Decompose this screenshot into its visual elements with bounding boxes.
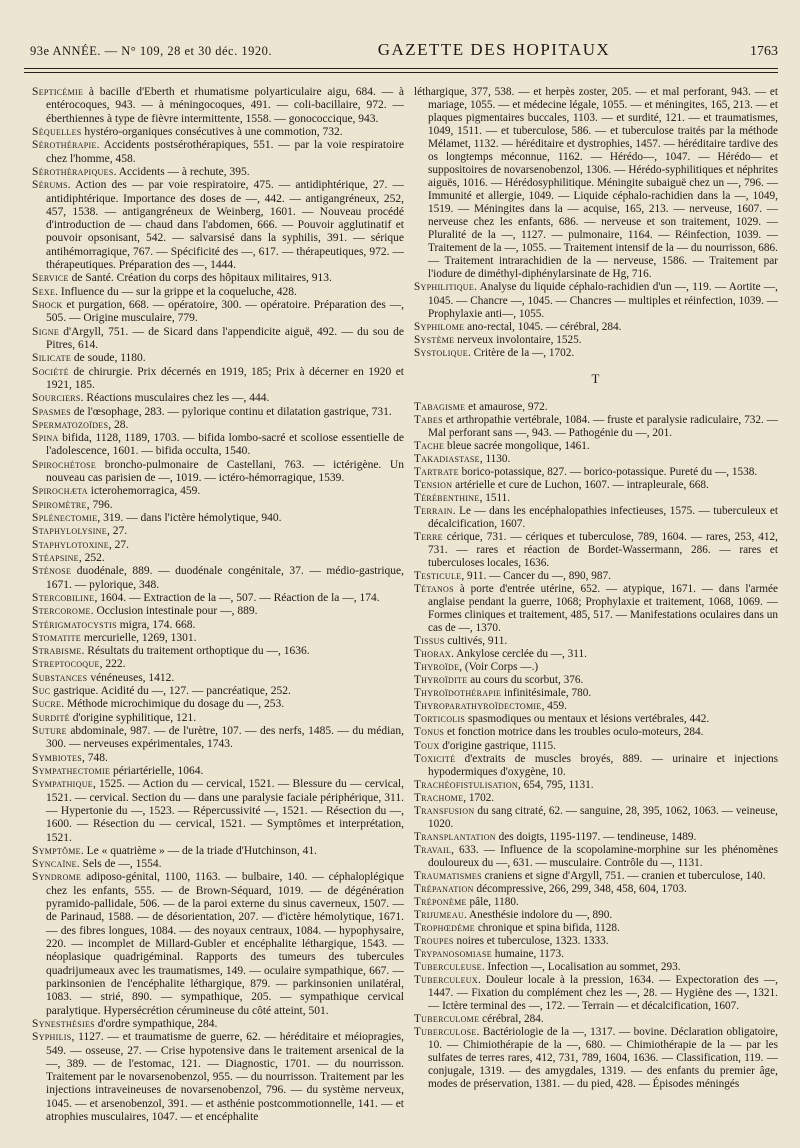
entry-keyword: Trijumeau bbox=[414, 908, 465, 921]
entry-keyword: Substances bbox=[32, 671, 88, 684]
entry-text: de l'œsophage, 283. — pylorique continu et dilatation gastrique, 731. bbox=[70, 405, 392, 418]
entry-keyword: Spasmes bbox=[32, 405, 71, 418]
entry-text: gastrique. Acidité du —, 127. — pancréatique, 252. bbox=[50, 685, 291, 698]
index-entry bbox=[32, 392, 404, 405]
index-entry bbox=[414, 674, 778, 687]
entry-keyword: Toxicité bbox=[414, 752, 456, 765]
entry-keyword: Tache bbox=[414, 439, 445, 452]
entry-text: , 1127. — et traumatisme de guerre, 62. — héréditaire et méiopragies, 549. — osseuse, 27. — Crise hypotensive dans le traitement arsenical de la —, 389. — de l'estomac, 121. — Diagnostic, 1701. — du nourrisson. Traitement par le novarsenobenzol, 955. — du nourrisson. Traitement par les injections intraveineuses de novarsenobenzol, 796. — du système nerveux, 1045. — et arsenobenzol, 391. — et asthénie postcommotionnelle, 141. — et atrophies musculaires, 1047. — et encéphalite bbox=[46, 1031, 404, 1124]
entry-keyword: Syphilis bbox=[32, 1031, 72, 1044]
entry-text: . Analyse du liquide céphalo-rachidien d'un —, 119. — Aortite —, 1045. — Chancre —, 1045. — Chancres — multiples et réinfection, 1039. — Prophylaxie anti—, 1055. bbox=[428, 281, 778, 320]
entry-keyword: Tabes bbox=[414, 413, 443, 426]
entry-text: , 459. bbox=[541, 700, 567, 713]
entry-text: . Occlusion intestinale pour —, 889. bbox=[90, 605, 258, 618]
index-entry bbox=[32, 366, 404, 393]
entry-keyword: Synesthésies bbox=[32, 1017, 95, 1030]
entry-text: broncho-pulmonaire de Castellani, 763. — ictérigène. Un nouveau cas parisien de —, 1019. — ictéro-hémorragique, 1539. bbox=[46, 458, 404, 485]
entry-text: humaine, 1173. bbox=[491, 948, 564, 960]
left-column bbox=[32, 86, 404, 1136]
entry-keyword: Thyroïde bbox=[414, 661, 460, 674]
right-column bbox=[414, 86, 778, 1136]
entry-text: artérielle et cure de Luchon, 1607. — intrapleurale, 668. bbox=[452, 478, 709, 491]
entry-keyword: Suc bbox=[32, 685, 51, 698]
index-entry bbox=[32, 272, 404, 285]
entry-keyword: Symbiotes bbox=[32, 751, 82, 764]
index-entry bbox=[414, 948, 778, 961]
index-entry bbox=[414, 661, 778, 674]
entry-text: bleue sacrée mongolique, 1461. bbox=[444, 439, 590, 452]
entry-keyword: Testicule bbox=[414, 570, 462, 583]
entry-keyword: Séquelles bbox=[32, 125, 82, 138]
index-entry bbox=[414, 583, 778, 635]
entry-keyword: Tension bbox=[414, 478, 453, 491]
index-entry bbox=[414, 1013, 778, 1026]
entry-text: , 796. bbox=[86, 498, 113, 511]
entry-text: , 633. — Influence de la scopolamine-morphine sur les phénomènes douloureux du —, 631. — musculaire. Contrôle du —, 1131. bbox=[428, 843, 778, 869]
entry-keyword: Symptôme bbox=[32, 844, 81, 857]
entry-text: . Méthode microchimique du dosage du —, 253. bbox=[61, 698, 285, 711]
entry-keyword: Sympathique bbox=[32, 778, 93, 791]
entry-text: infinitésimale, 780. bbox=[501, 687, 592, 700]
index-entry bbox=[32, 512, 404, 525]
index-entry bbox=[414, 635, 778, 648]
index-entry bbox=[32, 126, 404, 139]
entry-keyword: Sympathectomie bbox=[32, 764, 111, 777]
entry-text: . Résultats du traitement orthoptique du —, 1636. bbox=[81, 645, 310, 658]
entry-text: icterohemorragica, 459. bbox=[87, 485, 201, 498]
index-entry bbox=[32, 179, 404, 272]
entry-text: . Critère de la —, 1702. bbox=[468, 346, 575, 359]
entry-text: duodénale, 889. — duodénale congénitale, 37. — médio-gastrique, 1671. — pylorique, 348. bbox=[46, 565, 404, 591]
right-column-bottom bbox=[414, 401, 778, 1092]
entry-keyword: Trachome bbox=[414, 791, 464, 804]
entry-text: et amaurose, 972. bbox=[465, 400, 548, 413]
entry-keyword: Terre bbox=[414, 531, 443, 543]
index-entry bbox=[32, 765, 404, 778]
entry-keyword: Sexe bbox=[32, 285, 56, 298]
entry-text: craniens et signe d'Argyll, 751. — cranien et tuberculose, 140. bbox=[481, 869, 766, 882]
entry-text: . Le — dans les encéphalopathies infectieuses, 1575. — tuberculeux et décalcification, 1607. bbox=[428, 504, 778, 530]
entry-keyword: Sérothérapie bbox=[32, 139, 97, 152]
index-entry bbox=[414, 961, 778, 974]
header-rule-thin bbox=[24, 72, 778, 73]
entry-keyword: Systolique bbox=[414, 346, 468, 359]
entry-text: , 222. bbox=[99, 658, 126, 671]
index-entry bbox=[32, 752, 404, 765]
index-entry bbox=[32, 565, 404, 592]
entry-text: mercurielle, 1269, 1301. bbox=[80, 631, 197, 644]
entry-keyword: Thyroïdite bbox=[414, 674, 468, 687]
entry-keyword: Tuberculome bbox=[414, 1013, 480, 1026]
entry-keyword: Shock bbox=[32, 299, 63, 311]
index-entry bbox=[414, 531, 778, 570]
entry-text: . Anesthésie indolore du —, 890. bbox=[464, 908, 613, 921]
entry-text: . Action des — par voie respiratoire, 475. — antidiphtérique, 27. — antidiphtérique. Importance des doses de —, 442. — antigangréneux, 252, 457, 1538. — antigangréneux de Weinberg, 1601. — Nouveau procédé d'introduction de — chaud dans l'abdomen, 666. — Pouvoir agglutinatif et pouvoir opsonisant, 542. — salvarsisé dans la syphilis, 391. — sérique antihémorragique, 767. — Spécificité des —, 617. — thérapeutiques, 972. — thérapeutiques. Préparation des —, 1444. bbox=[46, 179, 404, 272]
index-entry bbox=[414, 779, 778, 792]
entry-text: . Accidents — à rechute, 395. bbox=[113, 165, 250, 178]
entry-keyword: Traumatismes bbox=[414, 869, 482, 882]
entry-text: d'origine syphilitique, 121. bbox=[69, 711, 197, 724]
entry-keyword: Spirochæta bbox=[32, 485, 88, 498]
entry-text: , 28. bbox=[108, 418, 129, 431]
entry-text: , 1525. — Action du — cervical, 1521. — Blessure du — cervical, 1521. — cervical. Section du — dans une paralysie faciale périphérique, 311. — Hypertonie du —, 1523. — Répercussivité —, 1521. — Résection du —, 1600. — Résection du — cervical, 1521. — Symptômes et interprétation, 1521. bbox=[46, 778, 404, 844]
entry-text: . Infection —, Localisation au sommet, 293. bbox=[481, 961, 681, 974]
entry-text: et arthropathie vertébrale, 1084. — fruste et paralysie radiculaire, 732. — Mal perforant sans —, 943. — Pathogénie du —, 201. bbox=[428, 413, 778, 439]
entry-text: léthargique, 377, 538. — et herpès zoster, 205. — et mal perforant, 943. — et mariage, 1055. — et médecine légale, 1055. — et méningites, 165, 213. — et plaques pigmentaires buccales, 1103. — et surdité, 121. — et traumatismes, 1049, 1511. — et tuberculose, 586. — et tuberculose traités par la méthode Mélamet, 1132. — héréditaire et dystrophies, 1457. — héréditaire tardive des os longtemps méconnue, 1162. — Hérédo—, 1047. — Hérédo— et suppositoires de novarsenobenzol, 1306. — Hérédo-syphilitiques et néphrites aiguës, 1016. — Hérédosyphilitique. Méningite subaiguë chez un —, 796. — Immunité et allergie, 1049. — Liquide céphalo-rachidien dans la —, 1049, 1519. — Méningites dans la — acquise, 165, 213. — nerveuse, 1607. — nerveuse chez les enfants, 686. — nerveuse et son traitement, 1029. — Pluralité de la —, 1127. — pulmonaire, 1164. — Réinfection, 1039. — Traitement de la —, 1055. — Traitement intensif de la — du nourrisson, 686. — Traitement intrarachidien de la — nerveuse, 1586. — Traitement par l'iodure de diméthyl-diphénylarsinate de Hg, 716. bbox=[414, 86, 778, 281]
entry-keyword: Société bbox=[32, 365, 69, 378]
entry-keyword: Stercorome bbox=[32, 605, 91, 618]
index-entry bbox=[32, 552, 404, 565]
index-entry bbox=[414, 883, 778, 896]
entry-keyword: Signe bbox=[32, 325, 60, 338]
entry-keyword: Thyroparathyroïdectomie bbox=[414, 700, 542, 713]
entry-text: du sang citraté, 62. — sanguine, 28, 395, 1062, 1063. — veineuse, 1020. bbox=[428, 804, 778, 830]
entry-keyword: Stérigmatocystis bbox=[32, 618, 117, 631]
index-entry bbox=[32, 166, 404, 179]
entry-text: adiposo-génital, 1100, 1163. — bulbaire, 140. — céphaloplégique chez les enfants, 555. — de Brown-Séquard, 1019. — de dégénération pyramido-pallidale, 506. — de la paroi externe du sinus caverneux, 1507. — de Parinaud, 1588. — de désorientation, 207. — d'ictère hémolytique, 1671. — des fibres longues, 1084. — des noyaux centraux, 1084. — hypophysaire, 220. — incomplet de Millard-Gubler et encéphalite léthargique, 1543. — néoplasique quadrigéminal. Rapports des tumeurs des tubercules quadrijumeaux avec les traumatismes, 149. — oculaire sympathique, 667. — parkinsonien de l'encéphalite léthargique, 879. — parkinsonien unilatéral, 1083. — strié, 890. — sympathique, 205. — sympathique cervical paralytique. Hypersécrétion cérumineuse du côté atteint, 501. bbox=[46, 871, 404, 1017]
entry-keyword: Tétanos bbox=[414, 583, 454, 596]
index-entry bbox=[32, 299, 404, 326]
index-entry bbox=[414, 505, 778, 531]
index-entry bbox=[32, 406, 404, 419]
entry-keyword: Staphylotoxine bbox=[32, 538, 109, 551]
entry-keyword: Trophœdème bbox=[414, 921, 475, 934]
entry-keyword: Syphilome bbox=[414, 320, 465, 333]
index-entry bbox=[32, 672, 404, 685]
index-entry bbox=[414, 831, 778, 844]
entry-keyword: Tréponème bbox=[414, 895, 467, 908]
entry-text: . Sels de —, 1554. bbox=[76, 858, 162, 871]
entry-text: d'ordre sympathique, 284. bbox=[94, 1017, 218, 1030]
entry-keyword: Sucre bbox=[32, 698, 62, 711]
entry-text: abdominale, 987. — de l'urètre, 107. — des nerfs, 1485. — du médian, 300. — nerveuses expérimentales, 1743. bbox=[46, 725, 404, 751]
index-entry bbox=[32, 485, 404, 498]
entry-text: cérique, 731. — cériques et tuberculose, 789, 1604. — rares, 253, 412, 731. — rares et réaction de Bordet-Wassermann, 286. — rares et tuberculoses locales, 1636. bbox=[428, 531, 778, 570]
entry-keyword: Syphilitique bbox=[414, 281, 475, 294]
entry-text: borico-potassique, 827. — borico-potassique. Pureté du —, 1538. bbox=[458, 465, 758, 478]
index-entry bbox=[414, 935, 778, 948]
entry-text: . Influence du — sur la grippe et la coqueluche, 428. bbox=[55, 285, 297, 298]
entry-text: , 1511. bbox=[479, 491, 511, 504]
index-entry bbox=[414, 401, 778, 414]
entry-keyword: Terrain bbox=[414, 504, 453, 517]
index-entry bbox=[414, 870, 778, 883]
index-entry bbox=[32, 712, 404, 725]
entry-text: décompressive, 266, 299, 348, 458, 604, 1703. bbox=[473, 882, 687, 895]
entry-keyword: Thorax bbox=[414, 648, 452, 661]
index-entry bbox=[414, 648, 778, 661]
entry-keyword: Takadiastase bbox=[414, 452, 480, 465]
entry-keyword: Tuberculeuse bbox=[414, 961, 482, 974]
entry-keyword: Silicate bbox=[32, 352, 72, 365]
index-entry bbox=[414, 740, 778, 753]
entry-keyword: Suture bbox=[32, 725, 67, 737]
index-entry bbox=[32, 632, 404, 645]
entry-keyword: Transplantation bbox=[414, 830, 496, 843]
entry-text: , 1130. bbox=[479, 452, 511, 465]
entry-keyword: Service bbox=[32, 272, 69, 285]
entry-text: à porte d'entrée utérine, 652. — atypique, 1671. — dans l'armée anglaise pendant la guerre, 1068; Prophylaxie et traitement, 1068, 1069. — Formes cliniques et traitement, 485, 517. — Manifestations oculaires dans un cas de —, 1370. bbox=[428, 583, 778, 635]
header-rule bbox=[24, 68, 778, 69]
entry-keyword: Tabagisme bbox=[414, 400, 466, 413]
entry-text: de Santé. Création du corps des hôpitaux militaires, 913. bbox=[68, 272, 332, 285]
entry-keyword: Streptocoque bbox=[32, 658, 100, 671]
index-entry bbox=[414, 974, 778, 1013]
entry-keyword: Trachéofistulisation bbox=[414, 778, 518, 791]
index-entry bbox=[414, 922, 778, 935]
index-entry bbox=[414, 492, 778, 505]
index-entry bbox=[32, 698, 404, 711]
entry-text: noires et tuberculose, 1323. 1333. bbox=[453, 934, 609, 947]
entry-keyword: Spirochétose bbox=[32, 458, 97, 471]
entry-keyword: Sourciers bbox=[32, 392, 81, 405]
entry-text: . Douleur locale à la pression, 1634. — Expectoration des —, 1447. — Fixation du complément chez les —, 28. — Hygiène des —, 1321. — Ictère terminal des —, 172. — Terrain — et décalcification, 1607. bbox=[428, 974, 778, 1013]
index-entry bbox=[32, 725, 404, 752]
entry-text: et purgation, 668. — opératoire, 300. — opératoire. Préparation des —, 505. — Origine musculaire, 779. bbox=[46, 299, 404, 325]
entry-keyword: Syndrome bbox=[32, 871, 82, 884]
entry-text: pâle, 1180. bbox=[466, 895, 519, 908]
entry-text: , 27. bbox=[108, 538, 130, 551]
index-entry bbox=[414, 479, 778, 492]
entry-text: de chirurgie. Prix décernés en 1919, 185; Prix à décerner en 1920 et 1921, 185. bbox=[46, 365, 404, 391]
entry-text: , 319. — dans l'ictère hémolytique, 940. bbox=[97, 512, 282, 524]
index-entry bbox=[32, 858, 404, 871]
journal-title: GAZETTE DES HOPITAUX bbox=[377, 40, 611, 59]
index-entry bbox=[414, 687, 778, 700]
entry-keyword: Syncaïne bbox=[32, 858, 77, 871]
entry-keyword: Sérothérapiques bbox=[32, 165, 114, 178]
index-entry bbox=[32, 845, 404, 858]
entry-keyword: Spina bbox=[32, 432, 59, 445]
index-entry bbox=[32, 459, 404, 486]
entry-text: et fonction motrice dans les troubles oculo-moteurs, 284. bbox=[444, 726, 704, 739]
index-entry bbox=[32, 432, 404, 459]
index-entry bbox=[32, 139, 404, 166]
index-entry bbox=[414, 86, 778, 281]
index-entry bbox=[32, 778, 404, 845]
index-entry bbox=[32, 619, 404, 632]
index-entry bbox=[32, 685, 404, 698]
entry-text: , 1702. bbox=[463, 791, 495, 804]
entry-keyword: Sténose bbox=[32, 565, 72, 578]
entry-keyword: Travail bbox=[414, 843, 452, 856]
index-entry bbox=[414, 334, 778, 347]
entry-keyword: Stomatite bbox=[32, 631, 81, 644]
entry-keyword: Torticolis bbox=[414, 713, 466, 726]
entry-text: d'origine gastrique, 1115. bbox=[439, 739, 556, 752]
index-entry bbox=[414, 844, 778, 870]
entry-keyword: Troupes bbox=[414, 934, 454, 947]
entry-text: au cours du scorbut, 376. bbox=[467, 674, 584, 687]
entry-text: de soude, 1180. bbox=[71, 352, 146, 365]
index-entry bbox=[32, 286, 404, 299]
index-entry bbox=[414, 726, 778, 739]
index-entry bbox=[414, 753, 778, 779]
entry-text: , 1604. — Extraction de la —, 507. — Réaction de la —, 174. bbox=[94, 591, 380, 604]
index-entry bbox=[414, 440, 778, 453]
entry-text: hystéro-organiques consécutives à une commotion, 732. bbox=[81, 125, 343, 138]
index-entry bbox=[414, 570, 778, 583]
entry-text: . Réactions musculaires chez les —, 444. bbox=[80, 392, 270, 405]
index-entry bbox=[32, 592, 404, 605]
index-entry bbox=[32, 86, 404, 126]
index-entry bbox=[414, 347, 778, 360]
page-header bbox=[30, 40, 778, 66]
page-number: 1763 bbox=[750, 44, 778, 59]
entry-text: , 252. bbox=[78, 551, 105, 564]
entry-keyword: Spermatozoïdes bbox=[32, 418, 109, 431]
entry-text: cultivés, 911. bbox=[444, 635, 508, 648]
index-entry bbox=[414, 414, 778, 440]
index-entry bbox=[414, 792, 778, 805]
index-entry bbox=[32, 525, 404, 538]
index-entry bbox=[32, 326, 404, 353]
entry-keyword: Système bbox=[414, 333, 455, 346]
entry-text: d'Argyll, 751. — de Sicard dans l'appendicite aiguë, 492. — du sou de Pitres, 614. bbox=[46, 325, 404, 351]
entry-text: d'extraits de muscles broyés, 889. — urinaire et injections hypodermiques d'oxygène, 10. bbox=[428, 752, 778, 778]
entry-keyword: Tartrate bbox=[414, 465, 459, 478]
index-entry bbox=[32, 1031, 404, 1124]
index-entry bbox=[414, 281, 778, 320]
entry-keyword: Thyroïdothérapie bbox=[414, 687, 502, 700]
entry-text: . Accidents postsérothérapiques, 551. — par la voie respiratoire chez l'homme, 458. bbox=[46, 139, 404, 165]
right-column-top bbox=[414, 86, 778, 360]
index-entry bbox=[32, 645, 404, 658]
entry-keyword: Tuberculose bbox=[414, 1026, 477, 1039]
entry-keyword: Strabisme bbox=[32, 645, 82, 658]
entry-text: chronique et spina bifida, 1128. bbox=[475, 921, 620, 934]
entry-keyword: Trypanosomiase bbox=[414, 948, 492, 960]
entry-text: migra, 174. 668. bbox=[116, 618, 196, 631]
index-entry bbox=[414, 466, 778, 479]
entry-keyword: Staphylolysine bbox=[32, 525, 107, 538]
entry-keyword: Surdité bbox=[32, 711, 70, 724]
entry-text: . Le « quatrième » — de la triade d'Hutchinson, 41. bbox=[80, 844, 317, 857]
entry-keyword: Septicémie bbox=[32, 86, 84, 98]
index-entry bbox=[32, 605, 404, 618]
entry-keyword: Stéapsine bbox=[32, 551, 79, 564]
entry-text: à bacille d'Eberth et rhumatisme polyarticulaire aigu, 684. — à entérocoques, 943. — à méningocoques, 491. — coli-bacillaire, 972. — éberthiennes à type de fièvre intermittente, 1558. — gonococcique, 943. bbox=[46, 86, 404, 125]
section-letter: T bbox=[591, 370, 601, 386]
index-entry bbox=[414, 713, 778, 726]
entry-text: périartérielle, 1064. bbox=[110, 764, 204, 777]
index-entry bbox=[32, 871, 404, 1017]
entry-keyword: Tonus bbox=[414, 726, 445, 739]
index-entry bbox=[32, 419, 404, 432]
entry-text: spasmodiques ou mentaux et lésions vertébrales, 442. bbox=[465, 713, 710, 726]
index-entry bbox=[32, 499, 404, 512]
index-entry bbox=[414, 453, 778, 466]
entry-text: ano-rectal, 1045. — cérébral, 284. bbox=[464, 320, 622, 333]
index-entry bbox=[32, 539, 404, 552]
index-entry bbox=[414, 700, 778, 713]
entry-text: nerveux involontaire, 1525. bbox=[454, 333, 582, 346]
entry-text: bifida, 1128, 1189, 1703. — bifida lombo-sacré et scoliose essentielle de l'adolescence, 1601. — bifida occulta, 1540. bbox=[46, 432, 404, 458]
entry-keyword: Sérums bbox=[32, 179, 68, 192]
entry-keyword: Spiromètre bbox=[32, 498, 87, 511]
entry-keyword: Trépanation bbox=[414, 882, 474, 895]
entry-text: , 911. — Cancer du —, 890, 987. bbox=[461, 570, 611, 583]
index-entry bbox=[414, 909, 778, 922]
entry-keyword: Térébenthine bbox=[414, 491, 480, 504]
issue-info: 93e ANNÉE. — N° 109, 28 et 30 déc. 1920. bbox=[30, 44, 272, 58]
entry-keyword: Tuberculeux bbox=[414, 974, 478, 987]
entry-text: . Bactériologie de la —, 1317. — bovine. Déclaration obligatoire, 10. — Chimiothérapie de la —, 680. — Chimiothérapie de la — par les sulfates de terres rares, 412, 731, 789, 1604, 1636. — Classification, 119. — conjugale, 1319. — des amygdales, 1319. — des enfants du premier âge, modes de préservation, 1381. — du pied, 428. — Épisodes méningés bbox=[428, 1026, 778, 1091]
entry-text: . Ankylose cerclée du —, 311. bbox=[451, 648, 587, 661]
entry-keyword: Stercobiline bbox=[32, 591, 95, 604]
entry-keyword: Splénectomie bbox=[32, 512, 98, 524]
index-entry bbox=[32, 352, 404, 365]
entry-text: vénéneuses, 1412. bbox=[87, 671, 175, 684]
index-entry bbox=[32, 1018, 404, 1031]
index-entry bbox=[414, 805, 778, 831]
entry-text: , 654, 795, 1131. bbox=[518, 778, 594, 791]
index-entry bbox=[414, 1026, 778, 1091]
entry-keyword: Transfusion bbox=[414, 804, 475, 817]
index-entry bbox=[414, 896, 778, 909]
entry-text: , 748. bbox=[82, 751, 108, 764]
entry-text: , (Voir Corps —.) bbox=[459, 661, 539, 674]
entry-text: des doigts, 1195-1197. — tendineuse, 1489. bbox=[495, 830, 697, 843]
index-entry bbox=[32, 658, 404, 671]
index-entry bbox=[414, 321, 778, 334]
entry-text: , 27. bbox=[106, 525, 128, 538]
entry-keyword: Toux bbox=[414, 739, 440, 752]
entry-text: cérébral, 284. bbox=[479, 1013, 544, 1026]
entry-keyword: Tissus bbox=[414, 635, 445, 648]
